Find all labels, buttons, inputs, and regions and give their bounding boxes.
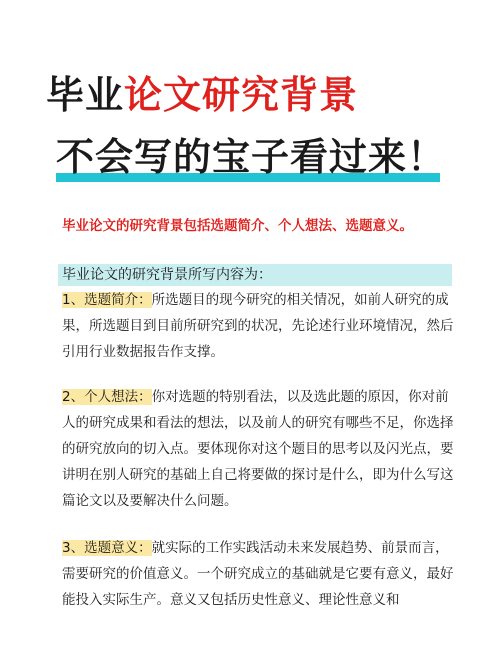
- section-personal-views: [62, 384, 458, 514]
- section-selection-intro: [62, 287, 458, 365]
- page-title-line-1: [46, 68, 358, 122]
- page-title-line-2: 不会写的宝子看过来！: [56, 135, 447, 179]
- section-text: 所选题目的现今研究的相关情况，如前人研究的成果，所选题目到目前所研究到的状况，先论述行业环境情况，然后引用行业数据报告作支撑。: [62, 292, 454, 360]
- section-text: 你对选题的特别看法，以及选此题的原因，你对前人的研究成果和看法的想法，以及前人的研究有哪些不足，你选择的研究放向的切入点。要体现你对这个题目的思考以及闪光点，要讲明在别人研究的基础上自己将要做的探讨是什么，即为什么写这篇论文以及要解决什么问题。: [62, 389, 454, 509]
- section-label: 1、选题简介：: [62, 292, 152, 308]
- section-heading: 毕业论文的研究背景所写内容为：: [58, 264, 452, 286]
- lead-sentence: 毕业论文的研究背景包括选题简介、个人想法、选题意义。: [62, 218, 413, 234]
- section-text: 就实际的工作实践活动未来发展趋势、前景而言，需要研究的价值意义。一个研究成立的基础就是它要有意义，最好能投入实际生产。意义又包括历史性意义、理论性意义和: [62, 540, 454, 608]
- section-label: 3、选题意义：: [62, 540, 152, 556]
- title-black-part: 毕业: [46, 73, 125, 117]
- title-red-part: 论文研究背景: [124, 73, 359, 117]
- section-significance: [62, 535, 458, 613]
- section-label: 2、个人想法：: [62, 389, 152, 405]
